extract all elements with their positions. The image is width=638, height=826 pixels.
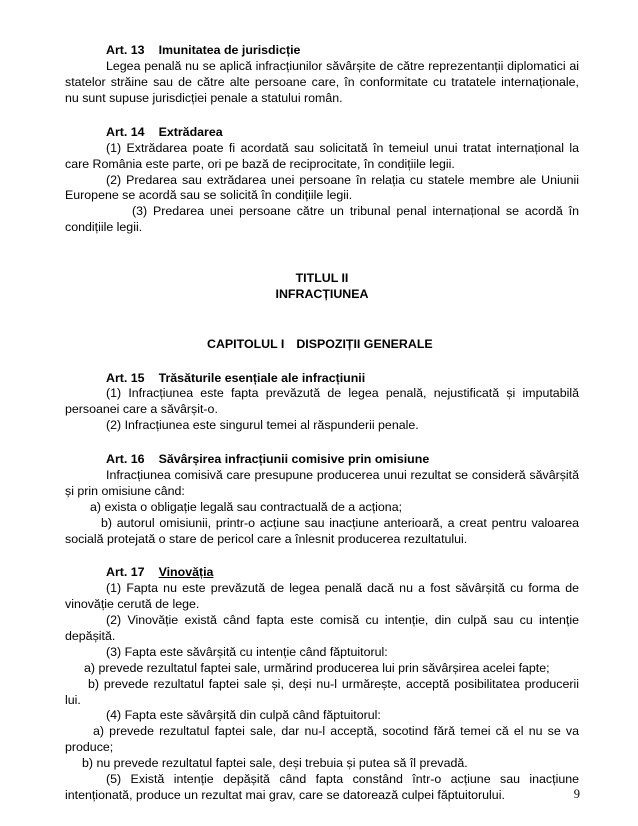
art17-line: intenționată, produce un rezultat mai grav, care se datorează culpei făptuitorului. [65, 788, 505, 802]
art15-line: (2) Infracțiunea este singurul temei al răspunderii penale. [106, 418, 419, 432]
page-number: 9 [573, 787, 580, 801]
art17-line: lui. [65, 693, 81, 707]
art17-line: vinovăție cerută de lege. [65, 597, 200, 611]
art15-line: (1) Infracțiunea este fapta prevăzută de legea penală, nejustificată și imputabilă [106, 386, 579, 400]
art15-title: Trăsăturile esențiale ale infracțiunii [158, 371, 366, 385]
art13-line: Legea penală nu se aplică infracțiunilor săvârșite de către reprezentanții diplomatici ai [106, 59, 579, 73]
art14-line: care România este parte, ori pe bază de reciprocitate, în condițiile legii. [65, 157, 455, 171]
art13-line: nu sunt supuse jurisdicției penale a statului român. [65, 91, 343, 105]
art14-number: Art. 14 [106, 125, 145, 139]
title-number: TITLUL II [295, 271, 349, 285]
art16-heading [65, 452, 579, 467]
art14-title: Extrădarea [158, 125, 223, 139]
title-name: INFRACȚIUNEA [275, 287, 369, 301]
art15-line: persoanei care a săvârșit-o. [65, 402, 218, 416]
art14-line: (2) Predarea sau extrădarea unei persoane în relația cu statele membre ale Uniunii [106, 173, 579, 187]
art17-line: (3) Fapta este săvârșită cu intenție când făptuitorul: [106, 645, 388, 659]
art13-title: Imunitatea de jurisdicție [158, 43, 301, 57]
art16-line: socială protejată o stare de pericol care a înlesnit producerea rezultatului. [65, 532, 468, 546]
art14-line: condițiile legii. [65, 220, 143, 234]
art15-heading [65, 371, 579, 386]
art17-line: (5) Există intenție depășită când fapta constând într-o acțiune sau inacțiune [106, 772, 579, 786]
art17-line: (4) Fapta este săvârșită din culpă când făptuitorul: [106, 708, 381, 722]
art13-number: Art. 13 [106, 43, 145, 57]
art17-line: produce; [65, 740, 114, 754]
art17-line: b) prevede rezultatul faptei sale și, deși nu-l urmărește, acceptă posibilitatea producerii [88, 677, 579, 691]
art15-number: Art. 15 [106, 371, 145, 385]
art17-line: (1) Fapta nu este prevăzută de legea penală dacă nu a fost săvârșită cu forma de [106, 581, 579, 595]
chapter-title: DISPOZIȚII GENERALE [296, 337, 433, 351]
art16-line: Infracțiunea comisivă care presupune producerea unui rezultat se consideră săvârșită [106, 468, 579, 482]
art14-line: (1) Extrădarea poate fi acordată sau solicitată în temeiul unui tratat internațional la [106, 141, 579, 155]
art17-title: Vinovăția [158, 565, 214, 579]
art16-line: a) exista o obligație legală sau contractuală de a acționa; [90, 500, 403, 514]
art16-title: Săvârșirea infracțiunii comisive prin omisiune [158, 452, 430, 466]
art17-heading [65, 565, 579, 580]
art16-line: b) autorul omisiunii, printr-o acțiune sau inacțiune anterioară, a creat pentru valoarea [101, 516, 579, 530]
chapter-number: CAPITOLUL I [207, 337, 285, 351]
art17-line: a) prevede rezultatul faptei sale, urmărind producerea lui prin săvârșirea acelei fapte; [84, 661, 550, 675]
art16-line: și prin omisiune când: [65, 484, 185, 498]
art14-line: Europene se acordă sau se solicită în condițiile legii. [65, 188, 353, 202]
art13-heading [65, 43, 579, 58]
art13-line: statelor străine sau de către alte persoane care, în conformitate cu tratatele internaționale, [65, 75, 579, 89]
art17-line: a) prevede rezultatul faptei sale, dar nu-l acceptă, socotind fără temei că el nu se va [93, 724, 579, 738]
art17-line: (2) Vinovăție există când fapta este comisă cu intenție, din culpă sau cu intenție [106, 613, 579, 627]
art16-number: Art. 16 [106, 452, 145, 466]
art14-heading [65, 125, 579, 140]
art14-line: (3) Predarea unei persoane către un tribunal penal internațional se acordă în [132, 204, 579, 218]
chapter-heading [65, 337, 579, 352]
art17-line: depășită. [65, 629, 116, 643]
art17-line: b) nu prevede rezultatul faptei sale, deși trebuia și putea să îl prevadă. [82, 756, 468, 770]
art17-number: Art. 17 [106, 565, 145, 579]
